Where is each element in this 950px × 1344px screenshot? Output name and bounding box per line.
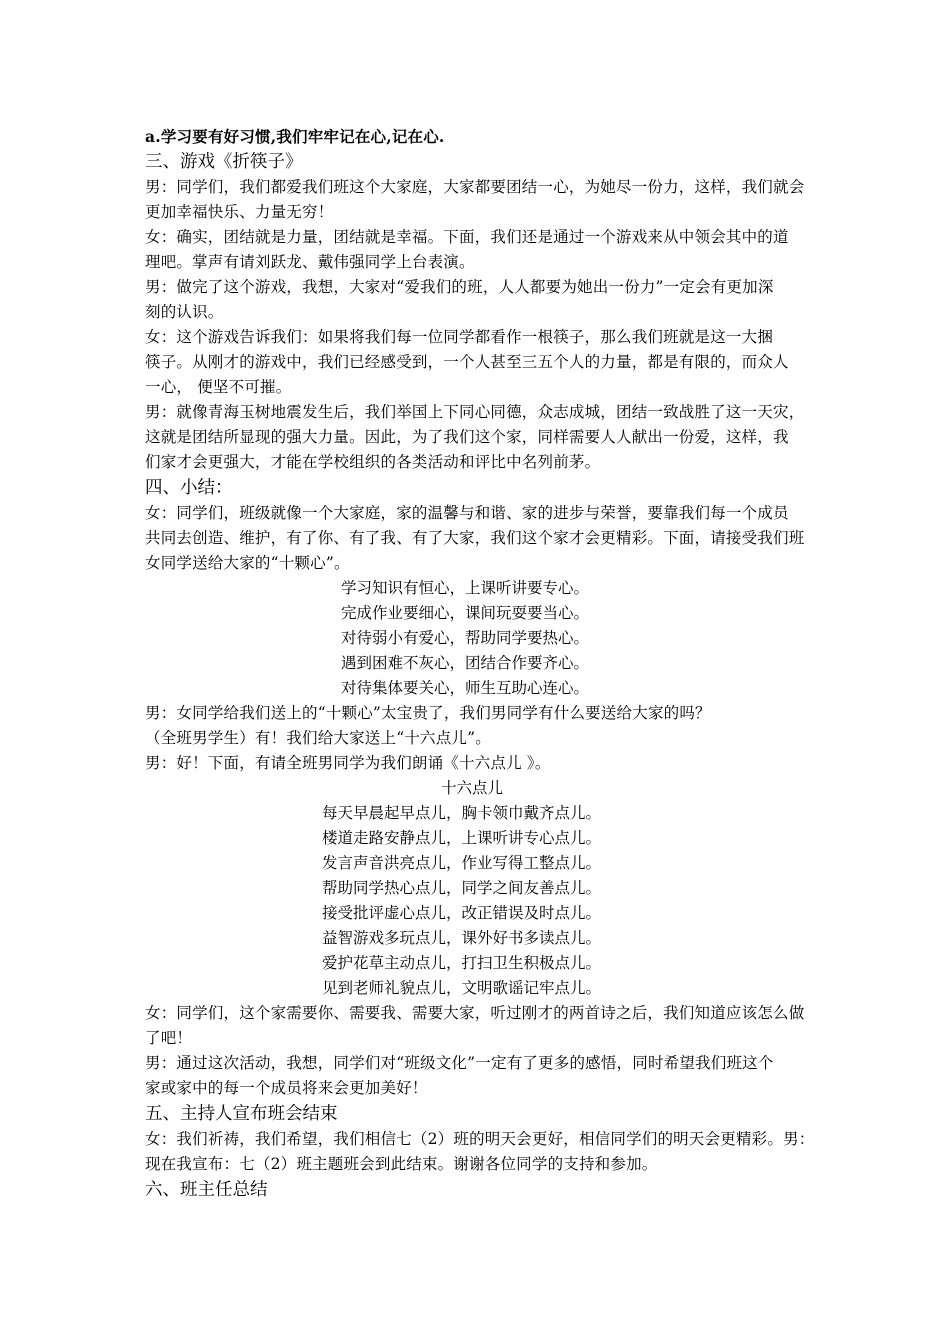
text-line: 刻的认识。 bbox=[145, 303, 224, 321]
text-line: 更加幸福快乐、力量无穷！ bbox=[145, 203, 334, 221]
text-line: 男：女同学给我们送上的“十颗心”太宝贵了，我们男同学有什么要送给大家的吗？ bbox=[145, 704, 711, 722]
text-line: 女：我们祈祷，我们希望，我们相信七（2）班的明天会更好，相信同学们的明天会更精彩。男： bbox=[145, 1130, 815, 1148]
text-line: a.学习要有好习惯,我们牢牢记在心,记在心. bbox=[145, 127, 445, 146]
text-line: 们家才会更强大，才能在学校组织的各类活动和评比中名列前茅。 bbox=[145, 453, 601, 471]
text-line: 女：同学们，班级就像一个大家庭，家的温馨与和谐、家的进步与荣誉，要靠我们每一个成员 bbox=[145, 504, 789, 522]
document-page bbox=[145, 124, 815, 1203]
text-line: 这就是团结所显现的强大力量。因此，为了我们这个家，同样需要人人献出一份爱，这样，我 bbox=[145, 428, 789, 446]
text-line: 现在我宣布：七（2）班主题班会到此结束。谢谢各位同学的支持和参加。 bbox=[145, 1155, 658, 1173]
section-heading-4: 四、小结： bbox=[145, 478, 233, 498]
poem-line: 发言声音洪亮点儿，作业写得工整点儿。 bbox=[322, 854, 602, 872]
text-line: 男：同学们，我们都爱我们班这个大家庭，大家都要团结一心，为她尽一份力，这样，我们就会 bbox=[145, 178, 805, 196]
poem-line: 每天早晨起早点儿，胸卡领巾戴齐点儿。 bbox=[322, 804, 602, 822]
section-heading-3: 三、游戏《折筷子》 bbox=[145, 152, 303, 172]
text-line: 女同学送给大家的“十颗心”。 bbox=[145, 554, 350, 572]
poem-line: 接受批评虚心点儿，改正错误及时点儿。 bbox=[322, 904, 602, 922]
poem-line: 楼道走路安静点儿，上课听讲专心点儿。 bbox=[322, 829, 602, 847]
text-line: 理吧。掌声有请刘跃龙、戴伟强同学上台表演。 bbox=[145, 253, 475, 271]
text-line: 男：就像青海玉树地震发生后，我们举国上下同心同德，众志成城，团结一致战胜了这一天灾， bbox=[145, 403, 805, 421]
poem-line: 益智游戏多玩点儿，课外好书多读点儿。 bbox=[322, 929, 602, 947]
text-line: （全班男学生）有！我们给大家送上“十六点儿”。 bbox=[145, 729, 491, 747]
ten-hearts-poem bbox=[145, 576, 815, 701]
text-line: 男：通过这次活动，我想，同学们对“班级文化”一定有了更多的感悟，同时希望我们班这个 bbox=[145, 1054, 774, 1072]
text-line: 女：确实，团结就是力量，团结就是幸福。下面，我们还是通过一个游戏来从中领会其中的道 bbox=[145, 228, 789, 246]
poem-title: 十六点儿 bbox=[441, 779, 504, 797]
text-line: 了吧！ bbox=[145, 1029, 193, 1047]
poem-line: 帮助同学热心点儿，同学之间友善点儿。 bbox=[322, 879, 602, 897]
poem-line: 学习知识有恒心，上课听讲要专心。 bbox=[341, 579, 590, 597]
poem-line: 对待弱小有爱心，帮助同学要热心。 bbox=[341, 629, 590, 647]
text-line: 家或家中的每一个成员将来会更加美好！ bbox=[145, 1079, 428, 1097]
poem-line: 对待集体要关心，师生互助心连心。 bbox=[341, 679, 590, 697]
text-line: 男：好！下面，有请全班男同学为我们朗诵《十六点儿 》。 bbox=[145, 754, 551, 772]
text-line: 一心， 便坚不可摧。 bbox=[145, 378, 292, 396]
text-line: 男：做完了这个游戏，我想，大家对“爱我们的班，人人都要为她出一份力”一定会有更加深 bbox=[145, 278, 774, 296]
text-line: 共同去创造、维护，有了你、有了我、有了大家，我们这个家才会更精彩。下面，请接受我们班 bbox=[145, 529, 805, 547]
poem-line: 见到老师礼貌点儿，文明歌谣记牢点儿。 bbox=[322, 979, 602, 997]
poem-line: 完成作业要细心，课间玩耍要当心。 bbox=[341, 604, 590, 622]
text-line: 女：这个游戏告诉我们：如果将我们每一位同学都看作一根筷子，那么我们班就是这一大捆 bbox=[145, 328, 774, 346]
section-heading-6: 六、班主任总结 bbox=[145, 1180, 268, 1200]
sixteen-points-poem bbox=[145, 776, 815, 1001]
text-line: 女：同学们，这个家需要你、需要我、需要大家，听过刚才的两首诗之后，我们知道应该怎么做 bbox=[145, 1004, 805, 1022]
text-line: 筷子。从刚才的游戏中，我们已经感受到，一个人甚至三五个人的力量，都是有限的，而众人 bbox=[145, 353, 789, 371]
poem-line: 爱护花草主动点儿，打扫卫生积极点儿。 bbox=[322, 954, 602, 972]
poem-line: 遇到困难不灰心，团结合作要齐心。 bbox=[341, 654, 590, 672]
section-heading-5: 五、主持人宣布班会结束 bbox=[145, 1104, 338, 1124]
